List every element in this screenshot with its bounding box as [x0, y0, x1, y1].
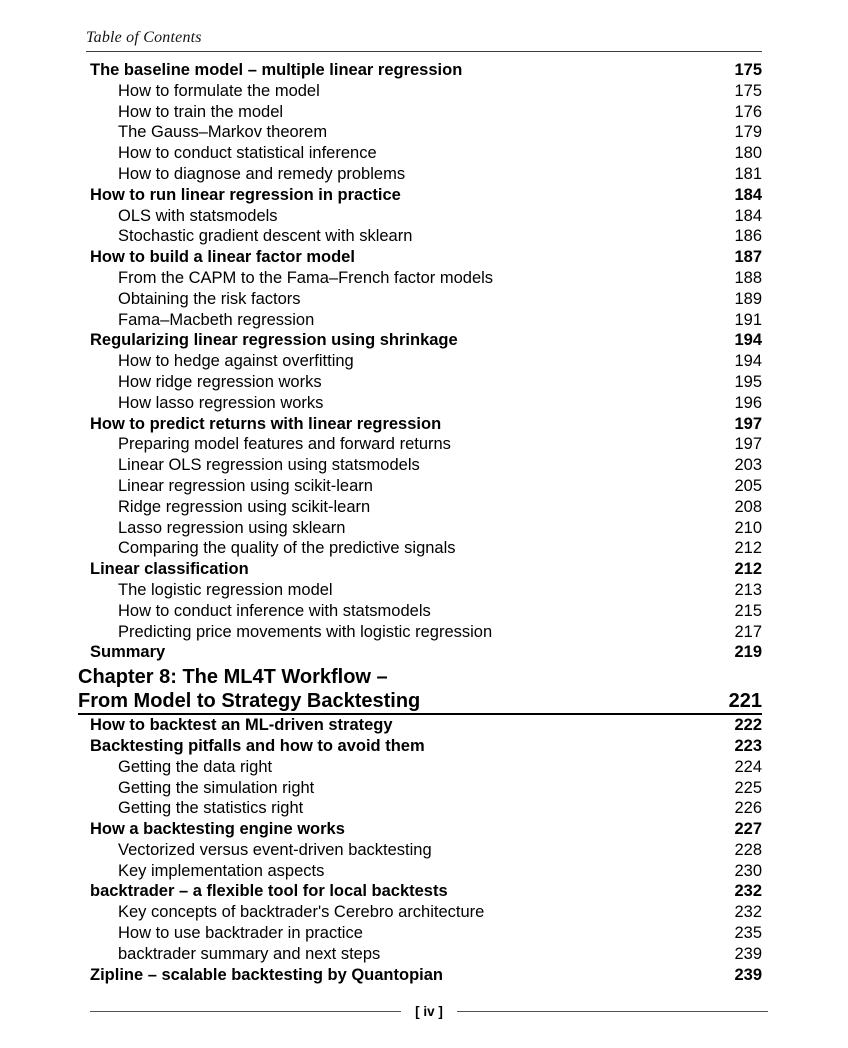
toc-entry[interactable]	[78, 715, 762, 736]
toc-entry[interactable]	[78, 665, 762, 689]
toc-entry-title: Backtesting pitfalls and how to avoid them	[90, 736, 425, 755]
toc-entry-page: 184	[734, 206, 762, 225]
toc-entry-title: Stochastic gradient descent with sklearn	[118, 227, 413, 246]
toc-entry[interactable]	[78, 310, 762, 331]
toc-entry-title: Linear regression using scikit-learn	[118, 476, 373, 495]
toc-entry[interactable]	[78, 60, 762, 81]
toc-entry-title: From the CAPM to the Fama–French factor models	[118, 268, 494, 287]
toc-entry-title: Linear OLS regression using statsmodels	[118, 456, 420, 475]
toc-entry[interactable]	[78, 902, 762, 923]
toc-entry-title: How to backtest an ML-driven strategy	[90, 716, 393, 735]
toc-entry-page: 213	[734, 580, 762, 599]
toc-entry-title: How to use backtrader in practice	[118, 924, 363, 943]
toc-entry-page: 197	[734, 435, 762, 454]
footer-rule-left	[90, 1011, 401, 1012]
toc-entry-title: Zipline – scalable backtesting by Quantopian	[90, 965, 444, 984]
toc-entry-title: Predicting price movements with logistic regression	[118, 622, 493, 641]
toc-entry-title: How to diagnose and remedy problems	[118, 164, 406, 183]
toc-entry-page: 219	[734, 643, 762, 662]
toc-entry-page: 175	[734, 61, 762, 79]
toc-entry-page: 179	[734, 123, 762, 142]
toc-entry[interactable]	[78, 143, 762, 164]
toc-entry-title: Key concepts of backtrader's Cerebro architecture	[118, 903, 485, 922]
toc-entry-page: 194	[734, 352, 762, 371]
toc-entry[interactable]	[78, 819, 762, 840]
toc-entry-title: Preparing model features and forward returns	[118, 435, 451, 454]
toc-entry-page: 215	[734, 601, 762, 620]
toc-entry-title: backtrader summary and next steps	[118, 944, 381, 963]
toc-entry-page: 232	[734, 903, 762, 922]
toc-entry-page: 205	[734, 476, 762, 495]
toc-entry-title: How to build a linear factor model	[90, 248, 355, 267]
toc-entry-title: Vectorized versus event-driven backtesting	[118, 840, 432, 859]
toc-entry[interactable]	[78, 580, 762, 601]
toc-entry-page: 235	[734, 924, 762, 943]
toc-entry-title: How ridge regression works	[118, 372, 322, 391]
toc-entry-title: Key implementation aspects	[118, 861, 325, 880]
page-number-label: [ iv ]	[415, 1004, 443, 1019]
toc-entry-title: How to formulate the model	[118, 81, 320, 100]
toc-entry-title: From Model to Strategy Backtesting	[78, 690, 421, 713]
toc-entry-title: How to run linear regression in practice	[90, 185, 401, 204]
toc-entry-page: 228	[734, 840, 762, 859]
toc-entry[interactable]	[78, 559, 762, 580]
toc-entry[interactable]	[78, 601, 762, 622]
toc-entry[interactable]	[78, 881, 762, 902]
toc-entry-page: 210	[734, 518, 762, 537]
toc-entry-page: 195	[734, 372, 762, 391]
running-header-title: Table of Contents	[86, 29, 202, 46]
toc-entry[interactable]	[78, 538, 762, 559]
toc-entry[interactable]	[78, 226, 762, 247]
toc-entry-page: 188	[734, 268, 762, 287]
table-of-contents	[78, 60, 762, 985]
toc-entry-title: How lasso regression works	[118, 393, 324, 412]
toc-entry-title: The baseline model – multiple linear regression	[90, 61, 463, 79]
toc-entry-title: Linear classification	[90, 560, 249, 579]
toc-entry-page: 212	[734, 560, 762, 579]
toc-entry[interactable]	[78, 497, 762, 518]
toc-entry[interactable]	[78, 455, 762, 476]
toc-entry[interactable]	[78, 965, 762, 986]
toc-entry[interactable]	[78, 122, 762, 143]
toc-entry[interactable]	[78, 393, 762, 414]
toc-entry-title: Obtaining the risk factors	[118, 289, 301, 308]
toc-entry-title: Comparing the quality of the predictive signals	[118, 539, 456, 558]
toc-entry-page: 225	[734, 778, 762, 797]
toc-entry-title: Ridge regression using scikit-learn	[118, 497, 371, 516]
toc-entry-page: 212	[734, 539, 762, 558]
toc-entry[interactable]	[78, 757, 762, 778]
toc-entry[interactable]	[78, 518, 762, 539]
toc-entry-title: Regularizing linear regression using shrinkage	[90, 331, 458, 350]
toc-entry-page: 217	[734, 622, 762, 641]
toc-entry[interactable]	[78, 622, 762, 643]
running-header	[86, 29, 762, 52]
toc-entry-title: Summary	[90, 643, 166, 662]
toc-entry[interactable]	[78, 736, 762, 757]
toc-entry-title: backtrader – a flexible tool for local backtests	[90, 882, 448, 901]
toc-entry-page: 194	[734, 331, 762, 350]
toc-entry[interactable]	[78, 164, 762, 185]
toc-entry-page: 186	[734, 227, 762, 246]
toc-entry-page: 239	[734, 965, 762, 984]
toc-entry-page: 176	[734, 102, 762, 121]
toc-entry[interactable]	[78, 372, 762, 393]
toc-entry[interactable]	[78, 414, 762, 435]
toc-entry[interactable]	[78, 923, 762, 944]
footer-rule-right	[457, 1011, 768, 1012]
toc-entry-title: Lasso regression using sklearn	[118, 518, 346, 537]
toc-entry-title: OLS with statsmodels	[118, 206, 278, 225]
toc-entry[interactable]	[78, 476, 762, 497]
toc-entry-title: How to hedge against overfitting	[118, 352, 354, 371]
toc-entry-page: 189	[734, 289, 762, 308]
toc-entry-page: 222	[734, 716, 762, 735]
toc-entry[interactable]	[78, 351, 762, 372]
toc-entry-title: Getting the statistics right	[118, 799, 304, 818]
toc-entry[interactable]	[78, 185, 762, 206]
toc-entry[interactable]	[78, 861, 762, 882]
toc-entry-page: 203	[734, 456, 762, 475]
toc-entry-page: 226	[734, 799, 762, 818]
toc-entry-page: 184	[734, 185, 762, 204]
toc-entry[interactable]	[78, 206, 762, 227]
toc-entry-title: The logistic regression model	[118, 580, 333, 599]
toc-entry-page: 223	[734, 736, 762, 755]
toc-entry[interactable]	[78, 798, 762, 819]
toc-entry[interactable]	[78, 778, 762, 799]
toc-entry-title: Fama–Macbeth regression	[118, 310, 315, 329]
toc-entry-page: 180	[734, 144, 762, 163]
toc-entry-page: 227	[734, 820, 762, 839]
toc-entry-page: 239	[734, 944, 762, 963]
toc-entry-title: How a backtesting engine works	[90, 820, 345, 839]
toc-entry[interactable]	[78, 642, 762, 663]
toc-entry-title: Getting the data right	[118, 757, 273, 776]
toc-entry-page: 208	[734, 497, 762, 516]
toc-entry[interactable]	[78, 289, 762, 310]
toc-entry-page: 196	[734, 393, 762, 412]
toc-entry-page: 175	[734, 81, 762, 100]
toc-entry-page: 191	[734, 310, 762, 329]
toc-entry[interactable]	[78, 330, 762, 351]
page-footer	[90, 1004, 768, 1019]
toc-entry[interactable]	[78, 840, 762, 861]
toc-entry-page: 187	[734, 248, 762, 267]
toc-entry-title: How to train the model	[118, 102, 284, 121]
toc-entry[interactable]	[78, 102, 762, 123]
toc-entry[interactable]	[78, 268, 762, 289]
toc-entry[interactable]	[78, 689, 762, 715]
toc-entry-page: 230	[734, 861, 762, 880]
toc-entry[interactable]	[78, 247, 762, 268]
toc-entry-title: How to predict returns with linear regression	[90, 414, 442, 433]
toc-entry-title: The Gauss–Markov theorem	[118, 123, 328, 142]
toc-entry-title: Chapter 8: The ML4T Workflow –	[78, 666, 388, 689]
toc-entry-page: 232	[734, 882, 762, 901]
toc-entry-title: How to conduct inference with statsmodels	[118, 601, 431, 620]
toc-entry-page: 181	[734, 164, 762, 183]
toc-entry-page: 197	[734, 414, 762, 433]
toc-entry[interactable]	[78, 81, 762, 102]
toc-entry[interactable]	[78, 944, 762, 965]
toc-entry-title: How to conduct statistical inference	[118, 144, 377, 163]
toc-entry-page: 221	[728, 690, 762, 713]
toc-entry[interactable]	[78, 434, 762, 455]
toc-entry-page: 224	[734, 757, 762, 776]
toc-entry-title: Getting the simulation right	[118, 778, 315, 797]
